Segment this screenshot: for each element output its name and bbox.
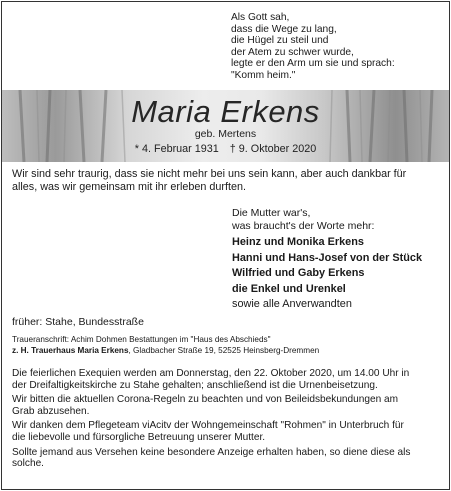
notes (12, 368, 442, 470)
poem (231, 12, 395, 82)
family-member: Hanni und Hans-Josef von der Stück (232, 251, 423, 264)
quote-line: Die Mutter war's, (232, 207, 311, 219)
poem-line: Als Gott sah, (231, 12, 290, 23)
poem-line: legte er den Arm um sie und sprach: (231, 58, 395, 70)
birth-date: * 4. Februar 1931 (134, 143, 219, 155)
birth-name: geb. Mertens (194, 128, 257, 140)
mother-quote (232, 207, 374, 233)
forest-banner (2, 90, 449, 162)
mourning-street: , Gladbacher Straße 19, 52525 Heinsberg-Dremmen (128, 345, 320, 355)
poem-line: dass die Wege zu lang, (231, 23, 337, 35)
note-line: Wir danken dem Pflegeteam viAcitv der Wohngemeinschaft "Rohmen" in Unterbruch für (12, 420, 404, 432)
poem-line: der Atem zu schwer wurde, (231, 46, 354, 58)
note-line: Die feierlichen Exequien werden am Donnerstag, den 22. Oktober 2020, um 14.00 Uhr in (12, 368, 410, 379)
death-date: † 9. Oktober 2020 (229, 143, 317, 155)
intro-line: alles, was wir gemeinsam mit ihr erleben durften. (12, 181, 247, 194)
note-line: solche. (12, 458, 44, 470)
family-footer: sowie alle Anverwandten (232, 298, 352, 311)
poem-line: die Hügel zu steil und (231, 35, 329, 47)
note-line: Sollte jemand aus Versehen keine besondere Anzeige erhalten haben, so diene diese als (12, 446, 411, 458)
mourning-house: z. H. Trauerhaus Maria Erkens (12, 345, 129, 355)
former-address: früher: Stahe, Bundesstraße (12, 316, 144, 328)
mourning-address (12, 335, 319, 357)
intro-line: Wir sind sehr traurig, dass sie nicht mehr bei uns sein kann, aber auch dankbar für (12, 168, 407, 180)
intro-text (12, 168, 442, 194)
note-line: Wir bitten die aktuellen Corona-Regeln zu beachten und von Beileidsbekundungen am (12, 394, 399, 406)
deceased-name: Maria Erkens (131, 94, 320, 129)
family-member: die Enkel und Urenkel (232, 282, 346, 295)
mourning-address-line1: Traueranschrift: Achim Dohmen Bestattungen im "Haus des Abschieds" (12, 335, 271, 344)
note-line: der Dreifaltigkeitskirche zu Stahe gehalten; anschließend ist die Urnenbeisetzung. (12, 379, 378, 391)
note-line: Grab abzusehen. (12, 405, 90, 417)
quote-line: was braucht's der Worte mehr: (232, 220, 375, 233)
poem-line: "Komm heim." (231, 69, 296, 81)
family-member: Wilfried und Gaby Erkens (232, 267, 365, 280)
mourning-address-line2 (12, 346, 319, 357)
family-member: Heinz und Monika Erkens (232, 236, 364, 248)
note-line: die liebevolle und fürsorgliche Betreuung unserer Mutter. (12, 431, 266, 443)
life-dates (2, 143, 449, 155)
family-list (232, 235, 422, 313)
